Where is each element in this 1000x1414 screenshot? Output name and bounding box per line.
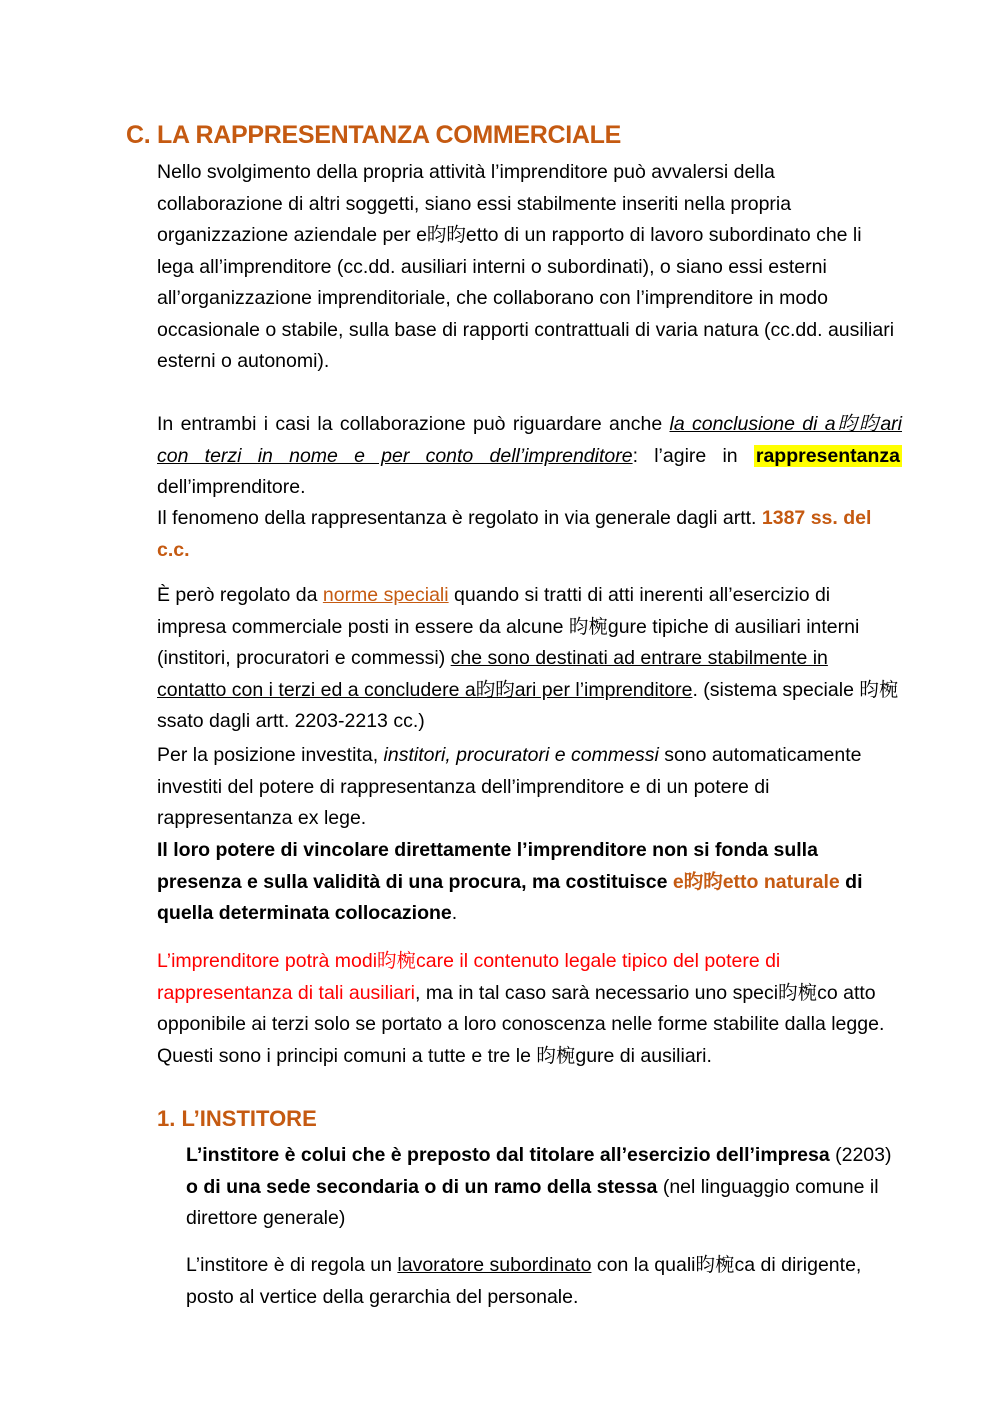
text: , ma in tal caso sarà necessario uno speci昀椀co atto opponibile ai terzi solo se portato a loro conoscenza nelle forme stabilite dalla legge. Questi sono i principi comuni a tutte e tre le 昀椀gure di ausiliari. (157, 981, 885, 1067)
text: Il fenomeno della rappresentanza è regolato in via generale dagli artt. (157, 507, 762, 529)
paragraph-collaborazione (157, 409, 902, 504)
bold-text: di quella determinata collocazione (157, 870, 863, 924)
text: con la quali昀椀ca di dirigente, posto al vertice della gerarchia del personale. (186, 1254, 862, 1308)
bold-text: L’institore è colui che è preposto dal titolare all’esercizio dell’impresa (186, 1144, 830, 1166)
paragraph-institore-definizione (186, 1140, 902, 1235)
text: L’institore è di regola un (186, 1254, 398, 1276)
underlined-text: lavoratore subordinato (397, 1254, 592, 1276)
text: Per la posizione investita, (157, 744, 384, 766)
subsection-heading: 1. L’INSTITORE (157, 1106, 317, 1131)
section-heading: C. LA RAPPRESENTANZA COMMERCIALE (126, 121, 622, 149)
paragraph-fenomeno (157, 503, 902, 566)
underlined-link-text: norme speciali (322, 584, 449, 606)
article-reference: 1387 ss. del c.c. (157, 507, 872, 561)
text: In entrambi i casi la collaborazione può riguardare anche (157, 413, 670, 435)
highlighted-term: rappresentanza (755, 444, 900, 467)
text: (2203) (829, 1144, 892, 1166)
bold-text: o di una sede secondaria o di un ramo della stessa (186, 1175, 658, 1198)
underlined-italic-text: la conclusione di a昀昀ari con terzi in nome e per conto dell’imprenditore (157, 413, 902, 467)
red-text: L’imprenditore potrà modi昀椀care il contenuto legale tipico del potere di rappresentanza di tali ausiliari (157, 950, 781, 1004)
paragraph-posizione (157, 740, 902, 835)
orange-bold-text: e昀昀etto naturale (672, 870, 840, 893)
text: quando si tratti di atti inerenti all’esercizio di impresa commerciale posti in essere da alcune 昀椀gure tipiche di ausiliari interni (institori, procuratori e commessi) (157, 584, 860, 669)
text: : l’agire in (632, 444, 754, 467)
text: . (451, 902, 458, 924)
text: (nel linguaggio comune il direttore generale) (186, 1175, 879, 1229)
text: dell’imprenditore. (157, 476, 306, 498)
text: È però regolato da (157, 584, 323, 606)
paragraph-institore-lavoratore (186, 1250, 902, 1313)
paragraph-modifica (157, 946, 902, 1072)
text: sono automaticamente investiti del potere di rappresentanza dell’imprenditore e di un potere di rappresentanza ex lege. (157, 744, 862, 829)
paragraph-ausiliari: Nello svolgimento della propria attività l’imprenditore può avvalersi della collaborazione di altri soggetti, siano essi stabilmente inseriti nella propria organizzazione aziendale per e昀昀etto di un rapporto di lavoro subordinato che li lega all’imprenditore (cc.dd. ausiliari interni o subordinati), o siano essi esterni all’organizzazione imprenditoriale, che collaborano con l’imprenditore in modo occasionale o stabile, sulla base di rapporti contrattuali di varia natura (cc.dd. ausiliari esterni o autonomi). (157, 161, 895, 372)
italic-text: institori, procuratori e commessi (383, 744, 659, 766)
underlined-text: che sono destinati ad entrare stabilmente in contatto con i terzi ed a concludere a昀昀ari per l’imprenditore (157, 647, 828, 701)
paragraph-norme-speciali (157, 580, 902, 738)
paragraph-potere (157, 835, 902, 930)
text: . (sistema speciale 昀椀ssato dagli artt. 2203-2213 cc.) (157, 678, 899, 732)
bold-text: Il loro potere di vincolare direttamente l’imprenditore non si fonda sulla presenza e sulla validità di una procura, ma costituisce (157, 839, 818, 893)
